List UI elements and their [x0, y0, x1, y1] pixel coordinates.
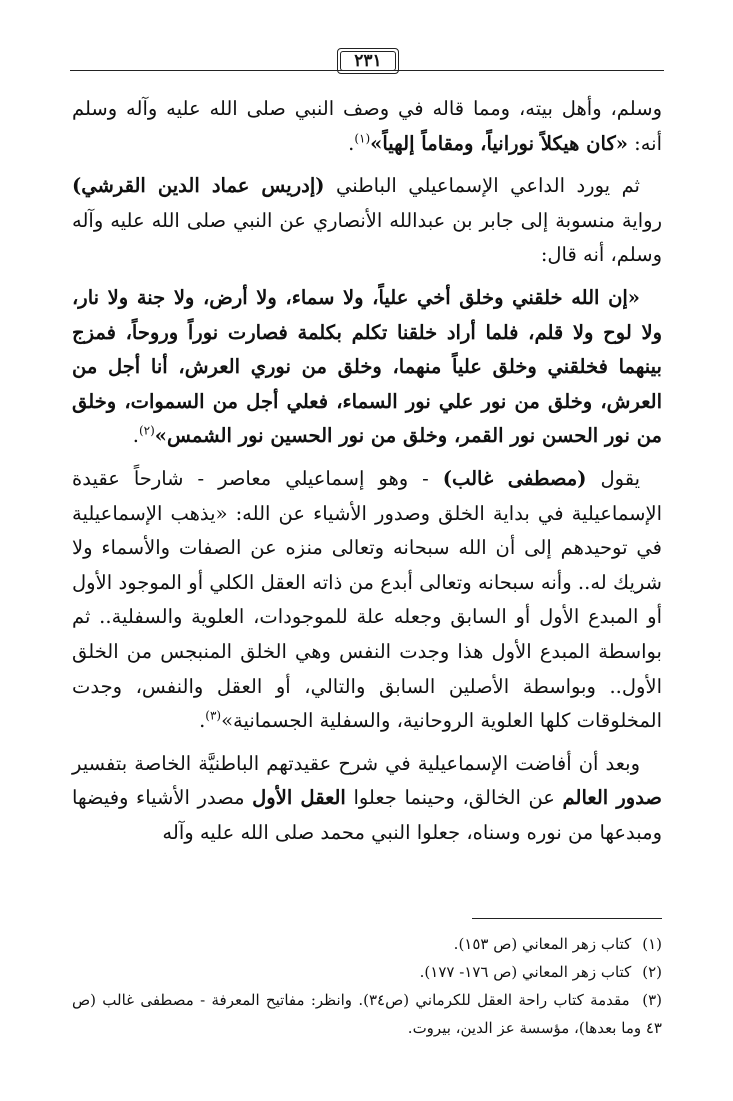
footnotes [72, 930, 662, 1042]
paragraph-4-text-b: - وهو إسماعيلي معاصر - شارحاً عقيدة الإسماعيلية في بداية الخلق وصدور الأشياء عن الله: «يذهب الإسماعيلية في توحيدهم إلى أن الله سبحانه وتعالى منزه عن الصفات والأسماء ولا شريك له.. وأنه سبحانه وتعالى أبدع من ذاته العقل الكلي أو الموجود الأول أو المبدع الأول أو السابق وجعله علة للموجودات، العلوية والسفلية.. ثم بواسطة المبدع الأول هذا وجدت النفس وهي الخلق المنبجس من الخلق الأول.. وبواسطة الأصلين السابق والتالي، أو العقل والنفس، وجدت المخلوقات كلها العلوية الروحانية، والسفلية الجسمانية» [72, 466, 662, 733]
footnote-text: كتاب زهر المعاني (ص ١٧٦- ١٧٧). [419, 963, 632, 981]
footnote-3 [72, 986, 662, 1042]
paragraph-3 [72, 281, 662, 454]
paragraph-5-text-a: وبعد أن أفاضت الإسماعيلية في شرح عقيدتهم الباطنيَّة الخاصة بتفسير [72, 751, 640, 775]
paragraph-5-text-b: عن الخالق، وحينما جعلوا [345, 786, 563, 810]
page-number-text: ٢٣١ [354, 51, 382, 71]
footnote-2 [72, 958, 662, 986]
term-sudur-alalam: صدور العالم [562, 786, 662, 810]
footnote-separator [472, 918, 662, 919]
paragraph-3-end: . [132, 424, 139, 448]
name-mustafa: (مصطفى غالب) [442, 466, 587, 490]
paragraph-1 [72, 92, 662, 161]
footnote-number: (٣) [642, 991, 662, 1009]
paragraph-1-text: وسلم، وأهل بيته، ومما قاله في وصف النبي صلى الله عليه وآله وسلم أنه: [72, 97, 662, 155]
paragraph-4 [72, 462, 662, 739]
footnote-text: مقدمة كتاب راحة العقل للكرماني (ص٣٤). وانظر: مفاتيح المعرفة - مصطفى غالب (ص ٤٣ وما بعدها)، مؤسسة عز الدين، بيروت. [72, 991, 662, 1037]
footnote-number: (٢) [642, 963, 662, 981]
paragraph-5 [72, 747, 662, 851]
paragraph-4-text-a: يقول [586, 466, 640, 490]
term-alaql-alawwal: العقل الأول [252, 786, 346, 810]
footnote-1 [72, 930, 662, 958]
footnote-ref-2: (٢) [138, 423, 155, 438]
paragraph-4-end: . [199, 709, 206, 733]
main-text [72, 92, 662, 850]
paragraph-1-end: . [348, 131, 355, 155]
footnote-ref-1: (١) [354, 131, 371, 146]
footnote-number: (١) [642, 935, 662, 953]
paragraph-2-text-b: رواية منسوبة إلى جابر بن عبدالله الأنصاري عن النبي صلى الله عليه وآله وسلم، أنه قال: [72, 208, 662, 267]
paragraph-2 [72, 169, 662, 273]
quote-1: «كان هيكلاً نورانياً، ومقاماً إلهياً» [370, 131, 628, 155]
footnote-ref-3: (٣) [205, 708, 222, 723]
header-rule [70, 70, 664, 71]
paragraph-5-text-c: مصدر الأشياء وفيضها ومبدعها من نوره وسناه، جعلوا النبي محمد صلى الله عليه وآله [72, 786, 662, 844]
quote-2: «إن الله خلقني وخلق أخي علياً، ولا سماء، ولا أرض، ولا جنة ولا نار، ولا لوح ولا قلم، فلما أراد خلقنا تكلم بكلمة فصارت نوراً وروحاً، فمزج بينهما فخلقني وخلق علياً منهما، وخلق من نوري العرش، أنا أجل من العرش، وخلق من نور علي نور السماء، فعلي أجل من السموات، وخلق من نور الحسن نور القمر، وخلق من نور الحسين نور الشمس» [72, 285, 662, 448]
footnote-text: كتاب زهر المعاني (ص ١٥٣). [453, 935, 632, 953]
name-idris: (إدريس عماد الدين القرشي) [72, 174, 325, 198]
paragraph-2-text-a: ثم يورد الداعي الإسماعيلي الباطني [324, 174, 640, 198]
